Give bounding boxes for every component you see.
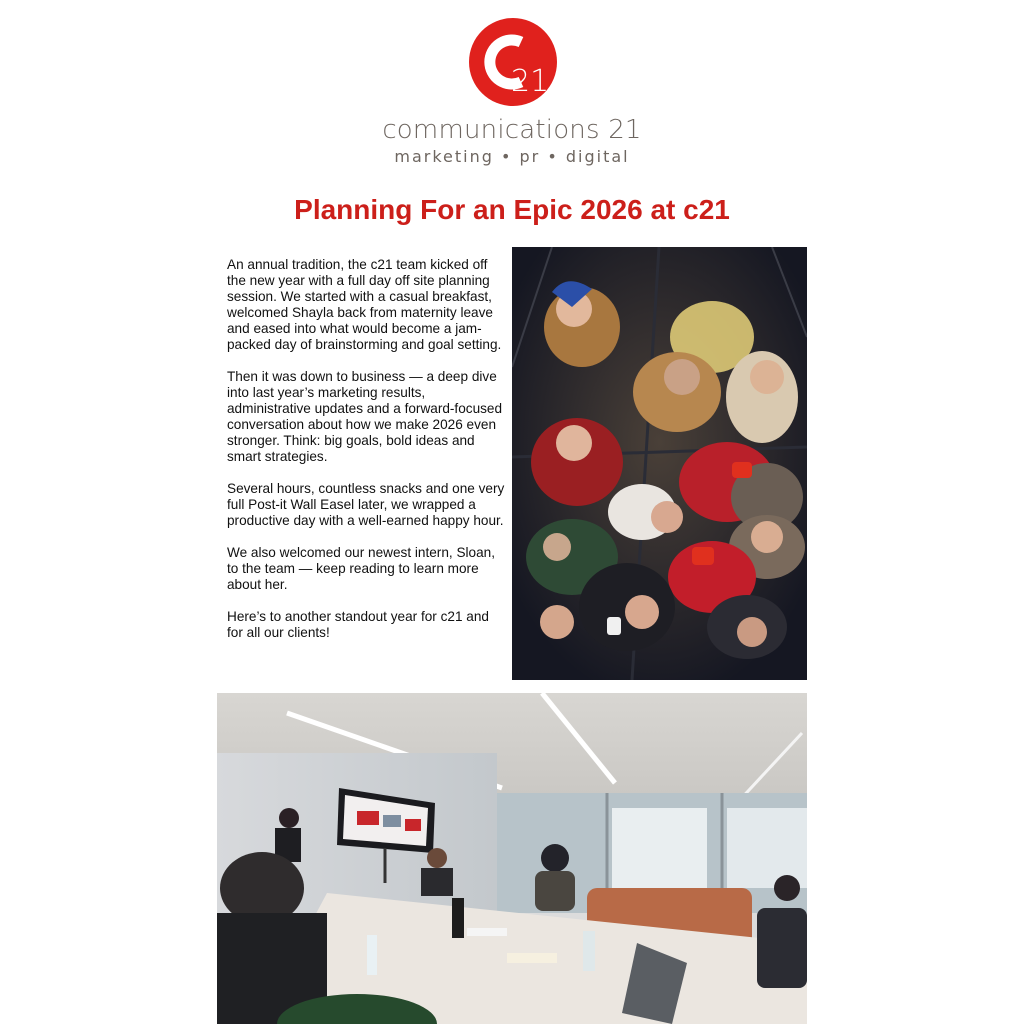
brand-name: communications 21 bbox=[382, 115, 642, 145]
meeting-photo bbox=[217, 693, 807, 1024]
paragraph: Then it was down to business — a deep dive into last year’s marketing results, administrative updates and a forward-focused conversation about how we make 2026 even stronger. Think: big goals, bold ideas and smart strategies. bbox=[227, 369, 503, 464]
paragraph: Several hours, countless snacks and one very full Post-it Wall Easel later, we wrapped a productive day with a well-earned happy hour. bbox=[227, 481, 505, 528]
paragraph: Here’s to another standout year for c21 and for all our clients! bbox=[227, 609, 489, 640]
paragraph: An annual tradition, the c21 team kicked off the new year with a full day off site planning session. We started with a casual breakfast, welcomed Shayla back from maternity leave and eased into what would become a jam-packed day of brainstorming and goal setting. bbox=[227, 257, 502, 352]
team-selfie-photo bbox=[512, 247, 807, 680]
brand-tagline: marketing • pr • digital bbox=[394, 147, 630, 166]
article-body bbox=[227, 257, 505, 657]
paragraph: We also welcomed our newest intern, Sloan, to the team — keep reading to learn more about her. bbox=[227, 545, 495, 592]
c21-logo-icon bbox=[469, 18, 557, 106]
svg-text:21: 21 bbox=[511, 64, 550, 99]
headline: Planning For an Epic 2026 at c21 bbox=[294, 194, 730, 225]
